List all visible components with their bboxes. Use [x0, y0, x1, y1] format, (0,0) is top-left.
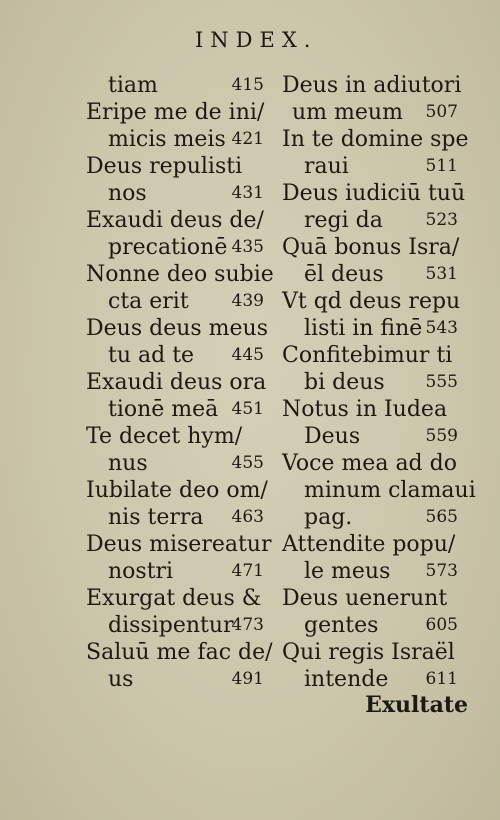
- entry-text: Deus iudiciū tuū: [282, 181, 466, 206]
- entry-text: bi deus: [304, 370, 385, 395]
- entry-text: Exaudi deus ora: [86, 370, 267, 395]
- entry-text: tiam: [108, 73, 158, 98]
- entry-text: us: [108, 667, 134, 692]
- entry-text: Exurgat deus &: [86, 586, 262, 611]
- page-number: 611: [425, 669, 458, 689]
- index-entry-line: [86, 558, 276, 585]
- entry-text: ēl deus: [304, 262, 384, 287]
- index-entry-line: [282, 369, 472, 396]
- index-entry-line: [86, 450, 276, 477]
- entry-text: Deus misereatur: [86, 532, 272, 557]
- entry-text: Deus deus meus: [86, 316, 269, 341]
- index-entry-line: [282, 531, 472, 558]
- index-entry-line: [282, 504, 472, 531]
- entry-text: raui: [304, 154, 349, 179]
- index-entry-line: [282, 99, 472, 126]
- entry-text: minum clamaui: [304, 478, 476, 503]
- page-number: 421: [231, 129, 264, 149]
- index-entry-line: [282, 180, 472, 207]
- index-entry-line: [282, 342, 472, 369]
- catchword: Exultate: [365, 692, 468, 718]
- page-number: 463: [231, 507, 264, 527]
- index-entry-line: [282, 396, 472, 423]
- index-entry-line: [282, 288, 472, 315]
- page-number: 531: [425, 264, 458, 284]
- entry-text: Qui regis Israël: [282, 640, 455, 665]
- entry-text: Exaudi deus de/: [86, 208, 264, 233]
- page-number: 523: [425, 210, 458, 230]
- entry-text: regi da: [304, 208, 383, 233]
- index-entry-line: [86, 234, 276, 261]
- index-entry-line: [86, 315, 276, 342]
- entry-text: Eripe me de ini/: [86, 100, 265, 125]
- index-entry-line: [86, 180, 276, 207]
- page-title: INDEX.: [195, 28, 318, 52]
- page-number: 605: [425, 615, 458, 635]
- entry-text: tu ad te: [108, 343, 195, 368]
- entry-text: pag.: [304, 505, 353, 530]
- page-number: 543: [425, 318, 458, 338]
- page-number: 435: [231, 237, 264, 257]
- index-entry-line: [86, 504, 276, 531]
- entry-text: Deus in adiutori: [282, 73, 462, 98]
- index-entry-line: [282, 639, 472, 666]
- entry-text: dissipentur: [108, 613, 234, 638]
- index-column-left: [86, 72, 276, 693]
- entry-text: Deus uenerunt: [282, 586, 448, 611]
- page-number: 511: [425, 156, 458, 176]
- index-entry-line: [86, 396, 276, 423]
- entry-text: In te domine spe: [282, 127, 469, 152]
- entry-text: Iubilate deo om/: [86, 478, 268, 503]
- index-entry-line: [86, 153, 276, 180]
- index-entry-line: [86, 639, 276, 666]
- entry-text: Te decet hym/: [86, 424, 243, 449]
- index-entry-line: [282, 234, 472, 261]
- index-entry-line: [282, 207, 472, 234]
- entry-text: micis meis: [108, 127, 226, 152]
- entry-text: nus: [108, 451, 148, 476]
- index-entry-line: [86, 207, 276, 234]
- page-number: 491: [231, 669, 264, 689]
- entry-text: Deus: [304, 424, 361, 449]
- index-entry-line: [282, 153, 472, 180]
- index-entry-line: [282, 477, 476, 504]
- index-entry-line: [86, 261, 276, 288]
- entry-text: Quā bonus Isra/: [282, 235, 460, 260]
- entry-text: le meus: [304, 559, 391, 584]
- page-number: 451: [231, 399, 264, 419]
- index-entry-line: [282, 558, 472, 585]
- page-number: 473: [231, 615, 264, 635]
- page-number: 439: [231, 291, 264, 311]
- entry-text: precationē: [108, 235, 228, 260]
- index-entry-line: [86, 126, 276, 153]
- index-column-right: [282, 72, 476, 693]
- index-entry-line: [282, 666, 472, 693]
- page-number: 415: [231, 75, 264, 95]
- index-entry-line: [86, 585, 276, 612]
- entry-text: gentes: [304, 613, 379, 638]
- entry-text: listi in finē: [304, 316, 423, 341]
- index-entry-line: [86, 369, 276, 396]
- index-entry-line: [282, 72, 472, 99]
- index-entry-line: [86, 72, 276, 99]
- entry-text: Attendite popu/: [282, 532, 456, 557]
- entry-text: Vt qd deus repu: [282, 289, 461, 314]
- index-entry-line: [282, 261, 472, 288]
- entry-text: nos: [108, 181, 147, 206]
- page-number: 445: [231, 345, 264, 365]
- index-entry-line: [86, 612, 276, 639]
- entry-text: Saluū me fac de/: [86, 640, 273, 665]
- page-number: 573: [425, 561, 458, 581]
- index-entry-line: [282, 585, 472, 612]
- entry-text: nostri: [108, 559, 174, 584]
- entry-text: nis terra: [108, 505, 204, 530]
- page-number: 471: [231, 561, 264, 581]
- entry-text: Confitebimur ti: [282, 343, 453, 368]
- page-number: 565: [425, 507, 458, 527]
- entry-text: Deus repulisti: [86, 154, 243, 179]
- entry-text: cta erit: [108, 289, 189, 314]
- page-number: 507: [425, 102, 458, 122]
- entry-text: Notus in Iudea: [282, 397, 448, 422]
- index-entry-line: [86, 531, 276, 558]
- page-number: 555: [425, 372, 458, 392]
- entry-text: Voce mea ad do: [282, 451, 457, 476]
- page-number: 455: [231, 453, 264, 473]
- entry-text: intende: [304, 667, 389, 692]
- entry-text: um meum: [292, 100, 403, 125]
- page-number: 431: [231, 183, 264, 203]
- index-entry-line: [282, 126, 472, 153]
- entry-text: Nonne deo subie: [86, 262, 274, 287]
- index-entry-line: [86, 423, 276, 450]
- index-entry-line: [86, 477, 276, 504]
- index-entry-line: [86, 342, 276, 369]
- index-entry-line: [282, 450, 472, 477]
- entry-text: tionē meā: [108, 397, 219, 422]
- index-entry-line: [86, 99, 276, 126]
- index-entry-line: [86, 288, 276, 315]
- index-entry-line: [86, 666, 276, 693]
- index-entry-line: [282, 612, 472, 639]
- index-entry-line: [282, 315, 472, 342]
- page-number: 559: [425, 426, 458, 446]
- index-entry-line: [282, 423, 472, 450]
